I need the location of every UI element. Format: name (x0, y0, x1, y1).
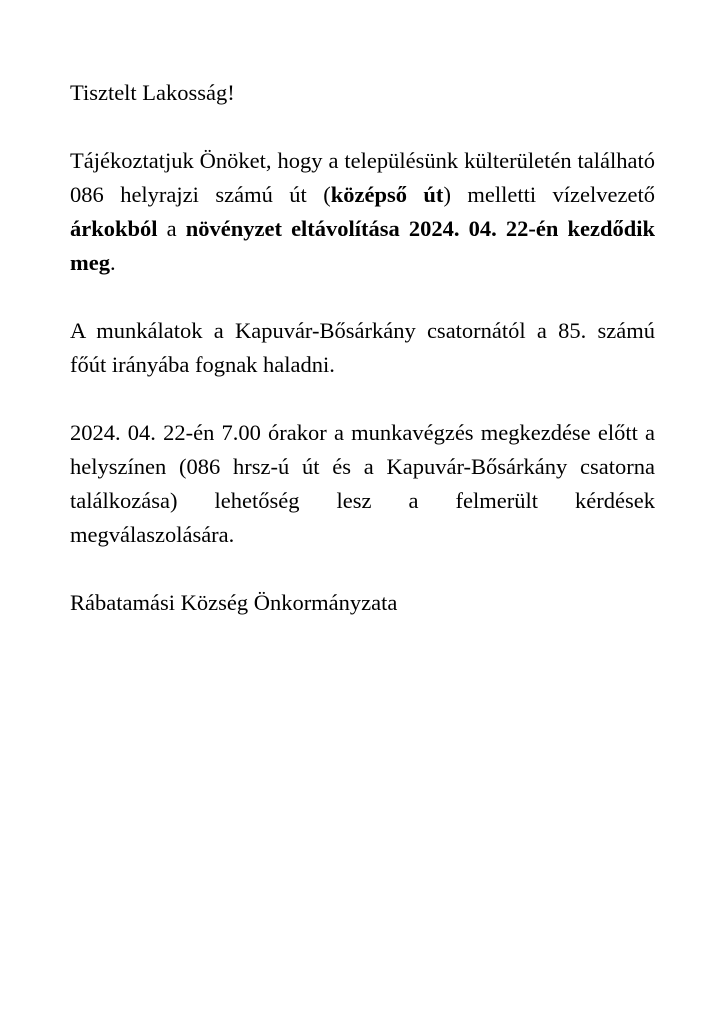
direction-paragraph: A munkálatok a Kapuvár-Bősárkány csatornától a 85. számú főút irányába fognak haladni. (70, 318, 655, 377)
notice-text-3: a (157, 216, 186, 241)
notice-bold-start-date: növényzet eltávolítása 2024. 04. 22-én kezdődik meg (70, 216, 655, 275)
notice-text-1: Tájékoztatjuk Önöket, hogy a településünk külterületén található 086 helyrajzi számú út ( (70, 148, 655, 207)
greeting: Tisztelt Lakosság! (70, 80, 235, 105)
meeting-paragraph: 2024. 04. 22-én 7.00 órakor a munkavégzés megkezdése előtt a helyszínen (086 hrsz-ú út és a Kapuvár-Bősárkány csatorna találkozása) lehetőség lesz a felmerült kérdések megválaszolására. (70, 420, 655, 547)
document-page (70, 76, 655, 654)
notice-text-4: . (109, 250, 116, 275)
notice-text-2: ) melletti vízelvezető (443, 182, 655, 207)
signature: Rábatamási Község Önkormányzata (70, 590, 398, 615)
notice-bold-road: középső út (330, 182, 444, 207)
notice-bold-ditches: árkokból (70, 216, 158, 241)
notice-paragraph (70, 144, 655, 280)
